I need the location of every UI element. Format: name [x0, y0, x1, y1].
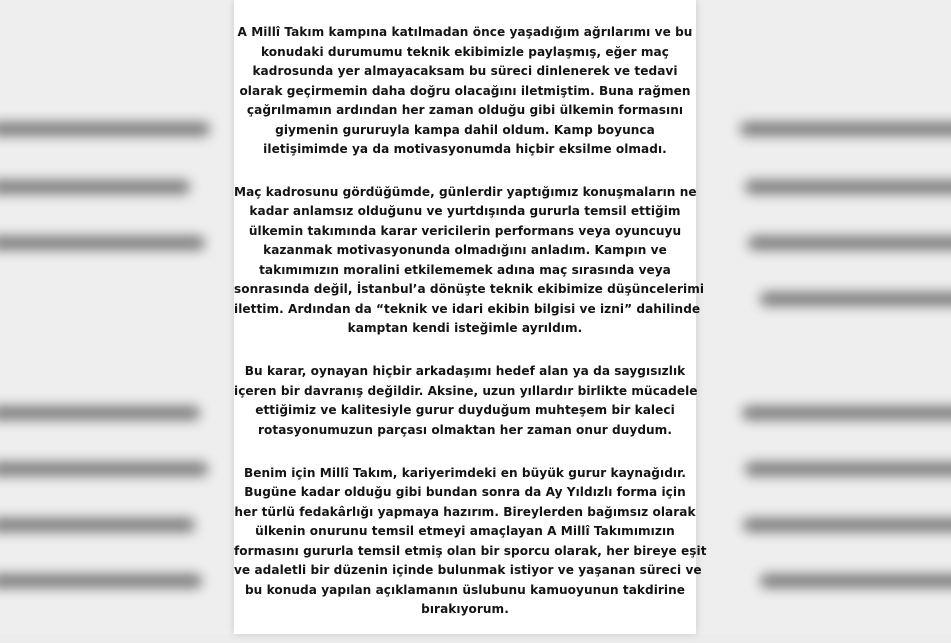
blur-line	[748, 236, 951, 250]
blur-line	[740, 122, 951, 136]
text-line: olarak geçirmemin daha doğru olacağını iletmiştim. Buna rağmen	[239, 83, 691, 98]
text-line: Bugüne kadar olduğu gibi bundan sonra da Ay Yıldızlı forma için	[244, 485, 686, 500]
text-line: ettiğimiz ve kalitesiyle gurur duyduğum muhteşem bir kaleci	[255, 403, 675, 418]
text-line: kadrosunda yer almayacaksam bu süreci dinlenerek ve tedavi	[252, 64, 678, 78]
text-line: sonrasında değil, İstanbul’a dönüşte teknik ekibimize düşüncelerimi	[234, 282, 705, 297]
blur-line	[745, 462, 951, 476]
blur-line	[0, 406, 200, 420]
blur-line	[0, 462, 208, 476]
blur-line	[0, 518, 195, 532]
text-line: içeren bir davranış değildir. Aksine, uzun yıllardır birlikte mücadele	[234, 383, 698, 398]
text-line: ülkenin onurunu temsil etmeyi amaçlayan A Millî Takımımızın	[255, 524, 675, 539]
text-line: konudaki durumumu teknik ekibimizle paylaşmış, eğer maç	[260, 44, 669, 59]
blur-line	[743, 518, 951, 532]
text-line: Bu karar, oynayan hiçbir arkadaşımı hedef alan ya da saygısızlık	[244, 364, 686, 379]
text-line: takımımızın moralini etkilememek adına maç sırasında veya	[259, 262, 671, 277]
text-line: bu konuda yapılan açıklamanın üslubunu kamuoyunun takdirine	[244, 582, 686, 597]
text-line: bırakıyorum.	[421, 602, 509, 617]
blur-line	[0, 236, 205, 250]
blur-line	[760, 292, 951, 306]
blur-line	[760, 574, 951, 588]
paragraph-3	[234, 362, 696, 440]
paragraph-1	[234, 23, 696, 160]
text-line: formasını gururla temsil etmiş olan bir sporcu olarak, her bireye eşit	[234, 543, 707, 558]
text-line: kazanmak motivasyonunda olmadığını anladım. Kampın ve	[263, 243, 667, 258]
text-line: ilettim. Ardından da “teknik ve idari ekibin bilgisi ve izni” dahilinde	[234, 301, 701, 316]
blur-line	[0, 122, 210, 136]
text-line: ülkemin takımında karar vericilerin performans veya oyuncuyu	[248, 223, 682, 238]
text-line: giymenin gururuyla kampa dahil oldum. Kamp boyunca	[275, 122, 655, 137]
blur-line	[745, 180, 951, 194]
text-line: ve adaletli bir düzenin içinde bulunmak istiyor ve yaşanan süreci ve	[234, 563, 702, 578]
blur-line	[742, 406, 951, 420]
text-line: kamptan kendi isteğimle ayrıldım.	[347, 321, 583, 336]
text-line: A Millî Takım kampına katılmadan önce yaşadığım ağrılarımı ve bu	[237, 25, 693, 39]
text-line: Benim için Millî Takım, kariyerimdeki en büyük gurur kaynağıdır.	[243, 465, 687, 480]
text-line: kadar anlamsız olduğunu ve yurtdışında gururla temsil ettiğim	[249, 204, 681, 219]
blur-line	[0, 574, 202, 588]
paragraph-4	[234, 464, 707, 620]
text-line: Maç kadrosunu gördüğümde, günlerdir yaptığımız konuşmaların ne	[234, 184, 697, 199]
paragraph-2	[234, 183, 705, 339]
text-line: her türlü fedakârlığı yapmaya hazırım. Bireylerden bağımsız olarak	[234, 504, 696, 519]
text-line: çağrılmamın ardından her zaman olduğu gibi ülkemin formasını	[246, 103, 684, 117]
statement-card	[234, 0, 707, 634]
text-line: iletişimimde ya da motivasyonumda hiçbir eksilme olmadı.	[263, 142, 667, 156]
text-line: rotasyonumuzun parçası olmaktan her zaman onur duydum.	[258, 422, 672, 437]
blur-line	[0, 180, 190, 194]
statement-body	[234, 23, 707, 643]
